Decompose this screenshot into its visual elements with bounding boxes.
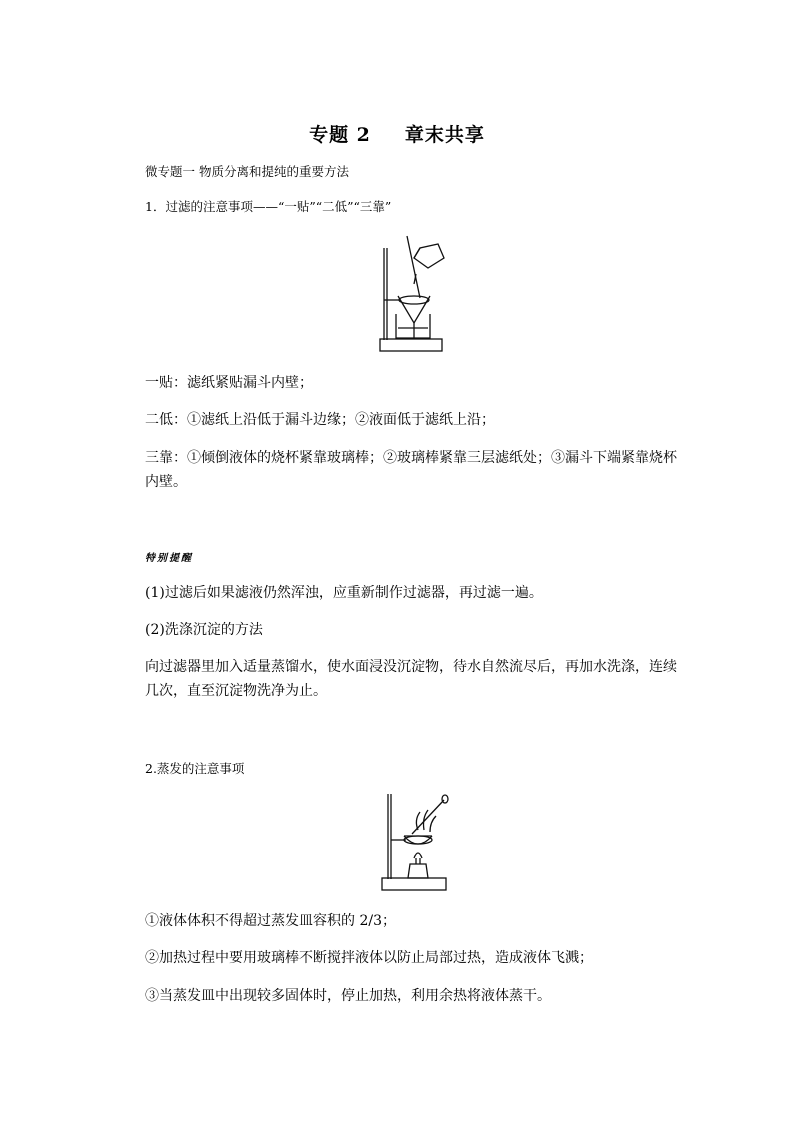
filtration-sankao-line1: 三靠：①倾倒液体的烧杯紧靠玻璃棒；②玻璃棒紧靠三层滤纸处；③漏斗下端紧靠烧杯: [145, 450, 677, 466]
steam: [416, 810, 436, 832]
filtration-erdi: 二低：①滤纸上沿低于漏斗边缘；②液面低于滤纸上沿；: [145, 412, 495, 428]
filtration-heading: 1．过滤的注意事项——“一贴”“二低”“三靠”: [145, 199, 392, 214]
tips-item2-line2: 几次，直至沉淀物洗净为止。: [145, 683, 327, 699]
evaporation-item3: ③当蒸发皿中出现较多固体时，停止加热，利用余热将液体蒸干。: [145, 988, 551, 1004]
page-title: [0, 120, 794, 147]
tips-item2-line1: 向过滤器里加入适量蒸馏水，使水面浸没沉淀物，待水自然流尽后，再加水洗涤，连续: [145, 659, 677, 675]
beaker-receiving: [396, 314, 430, 338]
evaporation-heading: 2.蒸发的注意事项: [145, 761, 245, 776]
tips-item1: (1)过滤后如果滤液仍然浑浊，应重新制作过滤器，再过滤一遍。: [145, 585, 543, 601]
evaporation-apparatus-figure: [378, 790, 456, 896]
stand-base: [380, 339, 442, 351]
beaker-pouring: [414, 244, 444, 268]
filtration-apparatus-figure: [370, 228, 460, 358]
title-part1: 专题 2: [309, 124, 371, 146]
filtration-yitie: 一贴：滤纸紧贴漏斗内壁；: [145, 375, 313, 391]
flame: [414, 853, 422, 858]
title-part2: 章末共享: [404, 124, 485, 146]
alcohol-lamp: [408, 864, 428, 878]
subtitle: 微专题一 物质分离和提纯的重要方法: [145, 164, 349, 179]
tips-item2-title: (2)洗涤沉淀的方法: [145, 622, 263, 638]
filtration-sankao-line2: 内壁。: [145, 474, 187, 490]
stand-base: [382, 878, 446, 890]
glass-rod: [407, 236, 420, 298]
evaporation-item1: ①液体体积不得超过蒸发皿容积的 2/3；: [145, 913, 396, 929]
tips-label: 特别提醒: [145, 553, 193, 564]
funnel: [398, 296, 430, 323]
evaporation-item2: ②加热过程中要用玻璃棒不断搅拌液体以防止局部过热，造成液体飞溅；: [145, 950, 593, 966]
